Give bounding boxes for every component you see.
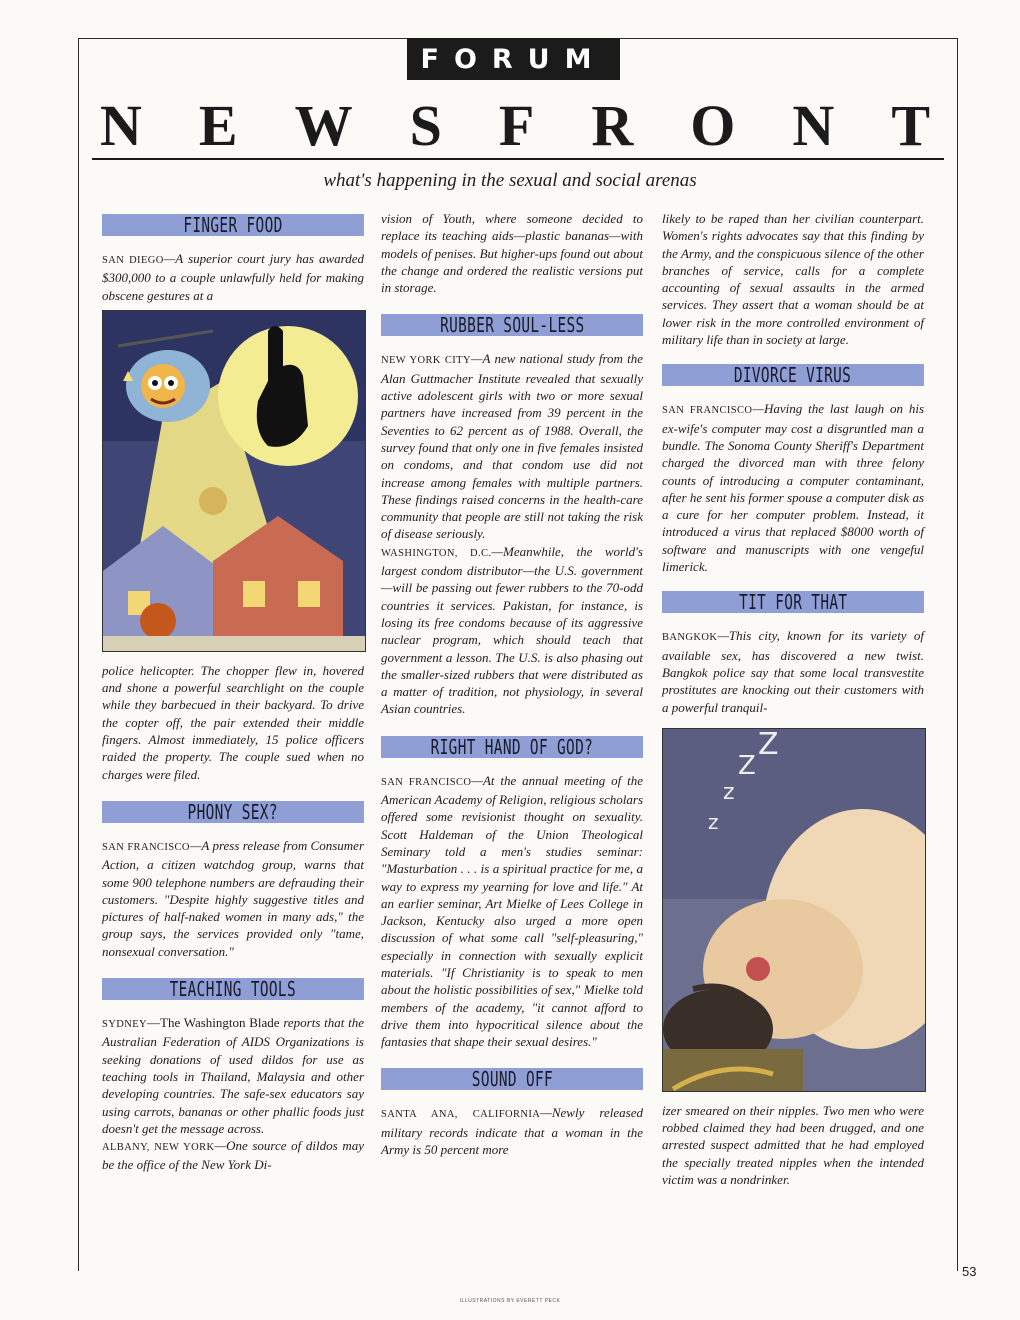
headline-rubber-soul-less: RUBBER SOUL-LESS xyxy=(381,314,643,336)
page-number: 53 xyxy=(962,1264,977,1279)
article-text: likely to be raped than her civilian counterpart. Women's rights advocates say that this finding by the Army, and the conspicuous silence of the other branches of service, calls for a complete accounting of sexual assaults in the armed services. They assert that a woman should be at lower risk in the more controlled environment of military life than in society at large. xyxy=(662,211,924,348)
masthead-letter: E xyxy=(198,92,238,158)
column-3 xyxy=(662,210,924,1188)
masthead-letter: F xyxy=(498,92,535,158)
article-text: BANGKOK—This city, known for its variety of available sex, has discovered a new twist. Bangkok police say that some local transvestite prostitutes are knocking out their customers with a powerful tranquil- xyxy=(662,628,924,715)
article-text: SAN FRANCISCO—A press release from Consumer Action, a citizen watchdog group, warns that some 900 telephone numbers are defrauding their customers. "Despite highly suggestive titles and pictures of half-naked women in many ads," the group says, the services provided only "tame, nonsexual conversation." xyxy=(102,837,365,959)
masthead-letter: S xyxy=(409,92,442,158)
masthead-letter: N xyxy=(100,92,142,158)
headline-sound-off: SOUND OFF xyxy=(381,1068,643,1090)
article-text: NEW YORK CITY—A new national study from the Alan Guttmacher Institute revealed that sexually active adolescent girls with two or more sexual partners have increased from 39 percent in the Seventies to 62 percent as of 1988. Overall, the survey found that only one in five females insisted on condoms, and that condom use did not increase among females with multiple partners. These findings raised concerns in the health-care community that people are still not taking the risk of disease seriously. xyxy=(381,351,643,542)
masthead xyxy=(100,90,930,160)
masthead-letter: R xyxy=(591,92,634,158)
headline-tit-for-that: TIT FOR THAT xyxy=(662,591,924,613)
masthead-letter: O xyxy=(690,92,736,158)
helicopter-illustration xyxy=(102,310,366,652)
headline-right-hand-of-god: RIGHT HAND OF GOD? xyxy=(381,736,643,758)
tagline: what's happening in the sexual and social arenas xyxy=(323,170,697,191)
article-text: vision of Youth, where someone decided to replace its teaching aids—plastic bananas—with models of penises. But higher-ups found out about the change and ordered the realistic versions put in storage. xyxy=(381,211,643,296)
article-text: izer smeared on their nipples. Two men who were robbed claimed they had been drugged, and one arrested suspect admitted that he had employed the specially treated nipples when the intended victim was a nondrinker. xyxy=(662,1102,924,1188)
masthead-letter: T xyxy=(891,92,930,158)
section-label: FORUM xyxy=(407,38,620,80)
svg-text:Z: Z xyxy=(758,728,779,762)
article-text: police helicopter. The chopper flew in, hovered and shone a powerful searchlight on the couple while they barbecued in their backyard. To drive the copter off, the pair extended their middle fingers. Almost immediately, 15 police officers raided the property. The couple sued when no charges were filed. xyxy=(102,662,364,782)
headline-divorce-virus: DIVORCE VIRUS xyxy=(662,364,924,386)
svg-text:Z: Z xyxy=(738,750,756,781)
article-text: SAN FRANCISCO—At the annual meeting of the American Academy of Religion, religious scholars offered some revisionist thought on sexuality. Scott Haldeman of the Union Theological Seminary told a men's studies seminar: "Masturbation . . . is a spiritual practice for me, a way to express my yearning for love and life." At an earlier seminar, Art Mielke of Lees College in Jackson, Kentucky also urged a more open discussion of what some call "self-pleasuring," especially in connection with sexually explicit materials. "If Christianity is to speak to men about the holistic possibilities of sex," Mielke told members of the academy, "it cannot afford to drive them into hypocritical silence about the fantasies that shape their sexual desires." xyxy=(381,772,643,1050)
article-text: WASHINGTON, D.C.—Meanwhile, the world's largest condom distributor—the U.S. government—will be passing out fewer rubbers to the 70-odd countries it services. Pakistan, for instance, is losing its free condoms because of its aggressive nuclear program, which should teach that government a lesson. The U.S. is also phasing out the smaller-sized rubbers that were distributed as a matter of tradition, not physiology, in several Asian countries. xyxy=(381,543,643,717)
article-text: SAN FRANCISCO—Having the last laugh on his ex-wife's computer may cost a disgruntled man a bundle. The Sonoma County Sheriff's Department charged the divorced man with three felony counts of introducing a computer contaminant, after he sent his former spouse a computer disk as a cure for her computer problem. Instead, it introduced a virus that replaced $8000 worth of software and manuscripts with one vengeful limerick. xyxy=(662,401,925,575)
masthead-letter: W xyxy=(294,92,353,158)
sleeping-man-illustration xyxy=(662,728,926,1092)
svg-text:z: z xyxy=(723,779,735,805)
article-text: SANTA ANA, CALIFORNIA—Newly released military records indicate that a woman in the Army is 50 percent more xyxy=(381,1105,643,1158)
column-1 xyxy=(102,210,364,1174)
svg-text:z: z xyxy=(708,809,719,834)
illustration-credit: ILLUSTRATIONS BY EVERETT PECK xyxy=(459,1298,561,1304)
column-2 xyxy=(381,210,643,1158)
article-text: ALBANY, NEW YORK—One source of dildos may be the office of the New York Di- xyxy=(102,1138,364,1173)
headline-teaching-tools: TEACHING TOOLS xyxy=(102,978,364,1000)
article-text: SYDNEY—The Washington Blade reports that the Australian Federation of AIDS Organizations is seeking donations of used dildos for use as teaching tools in Thailand, Malaysia and other developing countries. The safe-sex educators say using carrots, bananas or other phallic foods just doesn't get the message across. xyxy=(102,1015,364,1136)
masthead-letter: N xyxy=(792,92,835,158)
headline-phony-sex: PHONY SEX? xyxy=(102,801,364,823)
masthead-rule xyxy=(92,158,944,160)
headline-finger-food: FINGER FOOD xyxy=(102,214,364,236)
article-text: SAN DIEGO—A superior court jury has awarded $300,000 to a couple unlawfully held for making obscene gestures at a xyxy=(102,251,364,303)
